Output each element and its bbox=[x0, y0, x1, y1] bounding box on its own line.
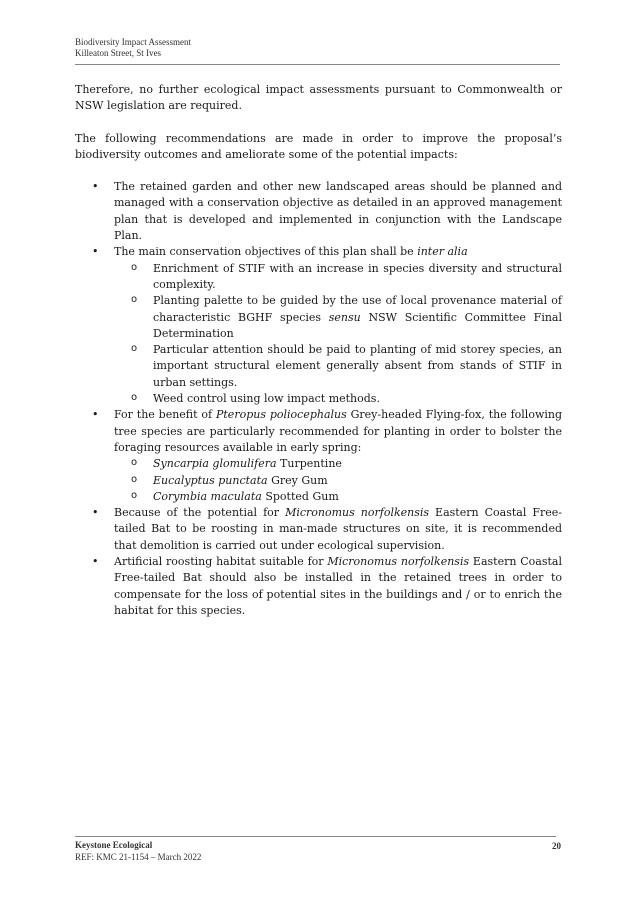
page-header bbox=[75, 37, 191, 59]
bullet-text: Artificial roosting habitat suitable for bbox=[114, 555, 328, 569]
italic-term: inter alia bbox=[417, 245, 468, 259]
list-item bbox=[75, 407, 562, 505]
sublist-item bbox=[114, 489, 562, 505]
bullet-icon: • bbox=[92, 180, 99, 194]
list-item bbox=[75, 179, 562, 244]
sublist-item bbox=[114, 261, 562, 294]
bullet-text: Grey-headed Flying-fox, the following tree species are particularly recommended for planting in order to bolster the foraging resources available in early spring: bbox=[114, 408, 563, 454]
list-item bbox=[75, 554, 562, 619]
header-location: Killeaton Street, St Ives bbox=[75, 48, 161, 58]
bullet-icon: • bbox=[92, 408, 99, 422]
sub-bullet-icon: o bbox=[131, 343, 138, 355]
sub-bullet-icon: o bbox=[131, 261, 138, 273]
sub-bullet-text: Planting palette to be guided by the use of local provenance material of characteristic BGHF species bbox=[153, 294, 562, 324]
sub-bullet-text: Enrichment of STIF with an increase in species diversity and structural complexity. bbox=[153, 261, 562, 291]
list-item bbox=[75, 505, 562, 554]
document-body bbox=[75, 82, 562, 619]
page-footer bbox=[75, 839, 201, 863]
sublist-item bbox=[114, 391, 562, 407]
footer-divider bbox=[75, 836, 556, 837]
footer-reference: REF: KMC 21-1154 – March 2022 bbox=[75, 852, 202, 862]
sublist-item bbox=[114, 342, 562, 391]
header-divider bbox=[75, 64, 560, 65]
bullet-text: For the benefit of bbox=[114, 408, 216, 422]
bullet-icon: • bbox=[92, 555, 99, 569]
common-name: Turpentine bbox=[276, 457, 342, 471]
footer-company: Keystone Ecological bbox=[75, 840, 153, 850]
sub-bullet-text: NSW Scientific Committee Final Determination bbox=[153, 310, 562, 340]
species-name: Syncarpia glomulifera bbox=[153, 457, 277, 471]
objectives-sublist bbox=[114, 261, 562, 408]
sublist-item bbox=[114, 293, 562, 342]
common-name: Spotted Gum bbox=[261, 489, 339, 503]
page-number: 20 bbox=[552, 841, 561, 851]
sub-bullet-icon: o bbox=[131, 294, 138, 306]
sublist-item bbox=[114, 473, 562, 489]
species-name: Corymbia maculata bbox=[153, 489, 262, 503]
tree-species-sublist bbox=[114, 456, 562, 505]
italic-term: sensu bbox=[328, 310, 361, 324]
sub-bullet-icon: o bbox=[131, 489, 138, 501]
sublist-item bbox=[114, 456, 562, 472]
bullet-icon: • bbox=[92, 245, 99, 259]
sub-bullet-text: Particular attention should be paid to planting of mid storey species, an important structural element generally absent from stands of STIF in urban settings. bbox=[153, 343, 562, 389]
bullet-icon: • bbox=[92, 506, 99, 520]
sub-bullet-icon: o bbox=[131, 457, 138, 469]
paragraph-recommendations-intro: The following recommendations are made in order to improve the proposal’s biodiversity outcomes and ameliorate some of the potential impacts: bbox=[75, 131, 562, 161]
species-name: Micronomus norfolkensis bbox=[327, 555, 470, 569]
recommendations-list bbox=[75, 179, 562, 619]
species-name: Micronomus norfolkensis bbox=[285, 506, 430, 520]
sub-bullet-icon: o bbox=[131, 473, 138, 485]
header-title: Biodiversity Impact Assessment bbox=[75, 37, 191, 47]
bullet-text: The retained garden and other new landscaped areas should be planned and managed with a conservation objective as detailed in an approved management plan that is developed and implemented in conjunction with the Landscape Plan. bbox=[114, 180, 562, 243]
common-name: Grey Gum bbox=[267, 473, 328, 487]
paragraph-conclusion: Therefore, no further ecological impact assessments pursuant to Commonwealth or NSW legislation are required. bbox=[75, 83, 562, 113]
sub-bullet-text: Weed control using low impact methods. bbox=[153, 392, 380, 406]
species-name: Pteropus poliocephalus bbox=[215, 408, 347, 422]
list-item bbox=[75, 244, 562, 407]
sub-bullet-icon: o bbox=[131, 392, 138, 404]
bullet-text: Because of the potential for bbox=[114, 506, 286, 520]
species-name: Eucalyptus punctata bbox=[153, 473, 268, 487]
bullet-text: Eastern Coastal Free-tailed Bat to be roosting in man-made structures on site, it is recommended that demolition is carried out under ecological supervision. bbox=[114, 506, 562, 552]
bullet-text: The main conservation objectives of this plan shall be bbox=[114, 245, 418, 259]
bullet-text: Eastern Coastal Free-tailed Bat should also be installed in the retained trees in order to compensate for the loss of potential sites in the buildings and / or to enrich the habitat for this species. bbox=[114, 555, 562, 617]
